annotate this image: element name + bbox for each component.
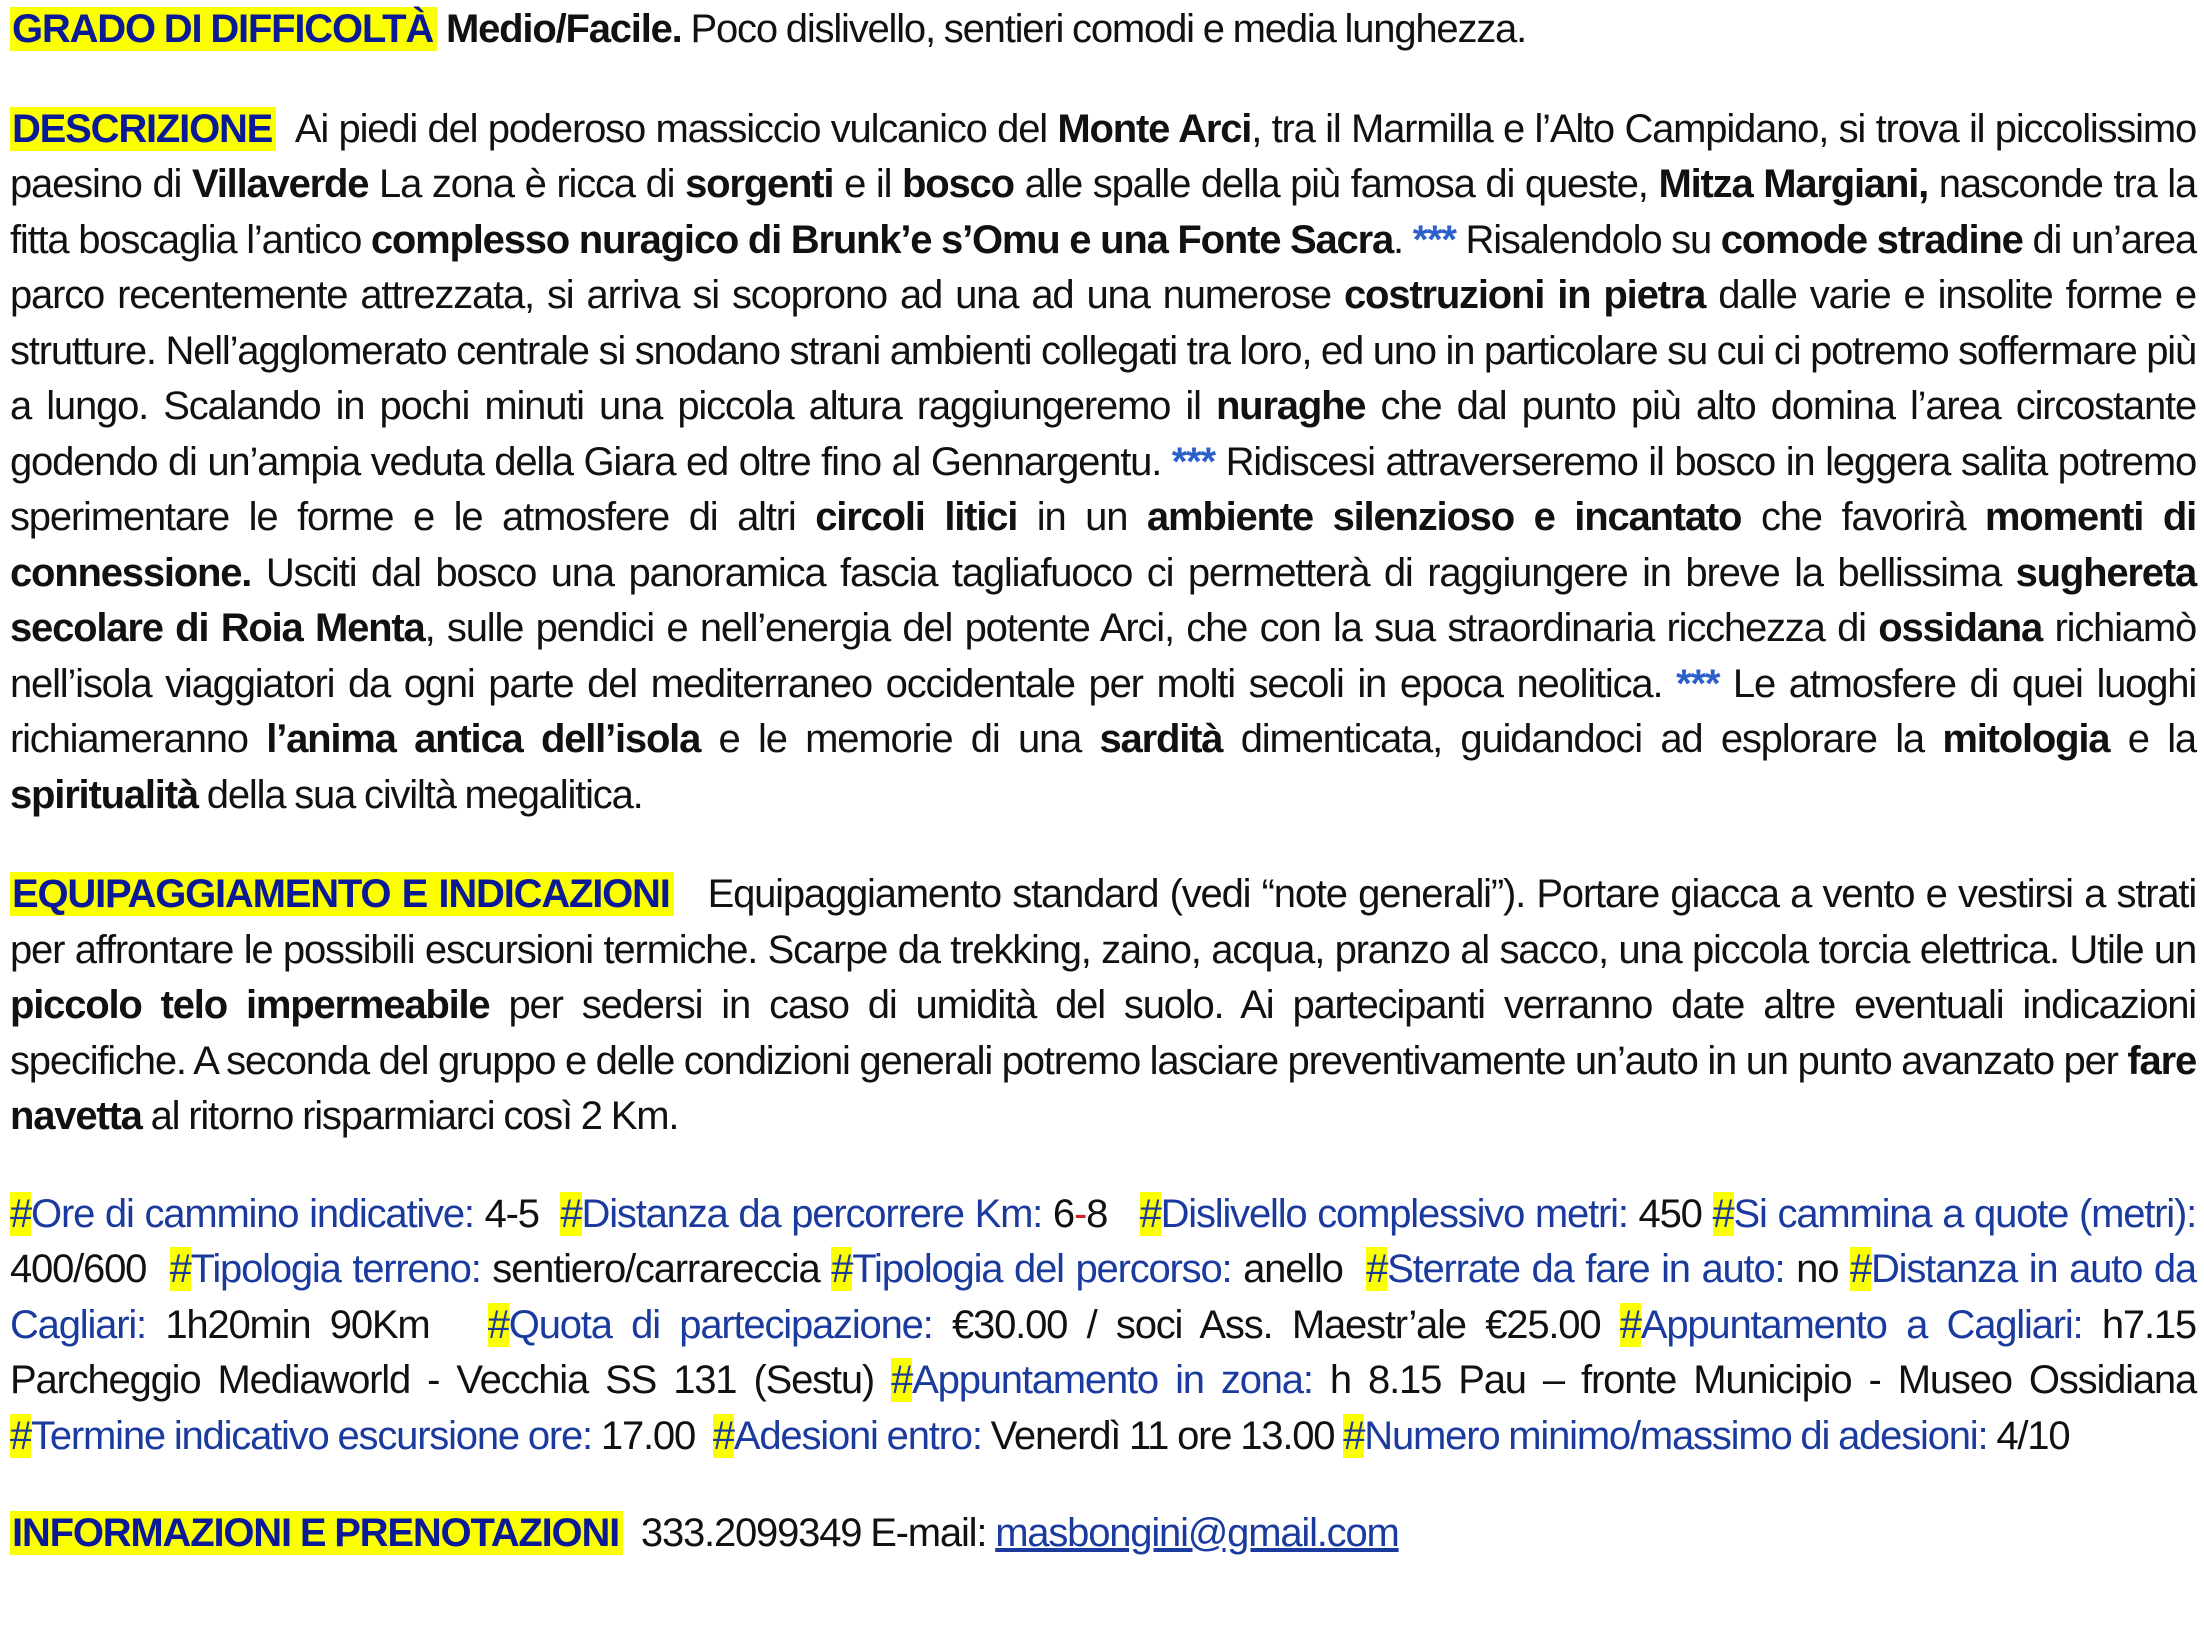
- description-text: , tra il Marmilla e l’Alto Campidano, si trova il piccolissimo paesino di: [10, 106, 2197, 206]
- description-bold: ossidana: [1878, 606, 2043, 650]
- description-text: della sua civiltà megalitica.: [197, 772, 643, 817]
- description-text: e la: [2109, 717, 2196, 761]
- detail-value: 8: [1086, 1191, 1108, 1236]
- description-bold: l’anima antica dell’isola: [266, 717, 701, 761]
- description-bold: sorgenti: [685, 162, 834, 206]
- detail-value: h7.15 Parcheggio Mediaworld - Vecchia SS 131 (Sestu): [10, 1302, 2196, 1402]
- description-heading: DESCRIZIONE: [10, 107, 276, 151]
- details-paragraph: [10, 1187, 2196, 1465]
- hash-marker: #: [1849, 1247, 1871, 1291]
- description-text: nasconde tra la fitta boscaglia l’antico: [10, 162, 2196, 262]
- difficulty-heading: GRADO DI DIFFICOLTÀ: [10, 7, 437, 51]
- detail-label: Tipologia terreno:: [190, 1247, 481, 1291]
- description-bold: Monte Arci: [1057, 106, 1252, 151]
- description-text: La zona è ricca di: [368, 162, 686, 206]
- detail-value: 4/10: [1996, 1413, 2070, 1458]
- email-label: E-mail:: [870, 1511, 987, 1555]
- description-bold: Mitza Margiani,: [1658, 162, 1929, 206]
- detail-label: Distanza in auto da Cagliari:: [10, 1247, 2196, 1347]
- hash-marker: #: [10, 1191, 32, 1236]
- description-bold: Villaverde: [191, 162, 369, 206]
- hash-marker: #: [1366, 1247, 1388, 1291]
- description-text: in un: [1017, 495, 1147, 539]
- detail-label: Appuntamento a Cagliari:: [1640, 1302, 2083, 1347]
- description-text: alle spalle della più famosa di queste,: [1013, 162, 1659, 206]
- difficulty-paragraph: [10, 2, 2196, 58]
- description-bold: bosco: [902, 162, 1014, 206]
- hash-marker: #: [712, 1413, 734, 1458]
- description-text: Risalendolo su: [1455, 217, 1721, 262]
- description-bold: mitologia: [1942, 717, 2110, 761]
- equipment-heading: EQUIPAGGIAMENTO E INDICAZIONI: [10, 872, 674, 916]
- equipment-text: al ritorno risparmiarci così 2 Km.: [141, 1094, 679, 1138]
- detail-value: 1h20min 90Km: [165, 1302, 430, 1347]
- detail-separator: -: [1073, 1191, 1087, 1236]
- detail-label: Quota di partecipazione:: [508, 1302, 933, 1347]
- section-separator: ***: [1412, 217, 1456, 262]
- description-text: Le atmosfere di quei luoghi richiameranno: [10, 661, 2197, 761]
- detail-value: 17.00: [600, 1413, 696, 1458]
- hash-marker: #: [831, 1247, 853, 1291]
- description-text: Usciti dal bosco una panoramica fascia tagliafuoco ci permetterà di raggiungere in breve la bellissima: [251, 550, 2016, 595]
- description-text: Ai piedi del poderoso massiccio vulcanico del: [294, 106, 1058, 151]
- section-separator: ***: [1676, 661, 1720, 706]
- phone-number: 333.2099349: [640, 1511, 862, 1555]
- description-text: dimenticata, guidandoci ad esplorare la: [1222, 717, 1943, 761]
- hash-marker: #: [10, 1413, 32, 1458]
- description-bold: spiritualità: [10, 772, 198, 817]
- spacer: [10, 1145, 2196, 1187]
- description-paragraph: [10, 102, 2196, 824]
- info-paragraph: [10, 1506, 2196, 1562]
- spacer: [10, 1464, 2196, 1506]
- detail-value: h 8.15 Pau – fronte Municipio - Museo Ossidiana: [1329, 1358, 2196, 1402]
- detail-value: 6: [1052, 1191, 1074, 1236]
- detail-label: Si cammina a quote (metri):: [1733, 1191, 2196, 1236]
- equipment-paragraph: [10, 867, 2196, 1145]
- description-text: dalle varie e insolite forme e strutture. Nell’agglomerato centrale si snodano strani ambienti collegati tra loro, ed uno in particolare su cui ci potremo soffermare più a lungo. Scalando in pochi minuti una piccola altura raggiungeremo il: [10, 273, 2196, 428]
- description-bold: momenti di connessione.: [10, 495, 2196, 595]
- email-link[interactable]: masbongini@gmail.com: [995, 1511, 1399, 1555]
- hash-marker: #: [487, 1302, 509, 1347]
- detail-value: no: [1796, 1247, 1839, 1291]
- spacer: [10, 823, 2196, 867]
- equipment-bold: fare navetta: [10, 1038, 2196, 1138]
- description-text: , sulle pendici e nell’energia del potente Arci, che con la sua straordinaria ricchezza di: [424, 606, 1879, 650]
- detail-label: Numero minimo/massimo di adesioni:: [1364, 1413, 1988, 1458]
- description-text: di un’area parco recentemente attrezzata, si arriva si scoprono ad una ad una numerose: [10, 217, 2196, 317]
- difficulty-text: Poco dislivello, sentieri comodi e media lunghezza.: [690, 7, 1527, 51]
- detail-value: 4-5: [484, 1191, 539, 1236]
- description-bold: sardità: [1099, 717, 1223, 761]
- hash-marker: #: [169, 1247, 191, 1291]
- detail-value: €30.00 / soci Ass. Maestr’ale €25.00: [952, 1302, 1601, 1347]
- detail-label: Dislivello complessivo metri:: [1160, 1191, 1628, 1236]
- detail-label: Tipologia del percorso:: [852, 1247, 1232, 1291]
- detail-value: Venerdì 11 ore 13.00: [990, 1413, 1335, 1458]
- description-bold: nuraghe: [1215, 384, 1366, 428]
- hash-marker: #: [1139, 1191, 1161, 1236]
- description-text: che favorirà: [1741, 495, 1985, 539]
- hash-marker: #: [891, 1358, 913, 1402]
- description-bold: complesso nuragico di Brunk’e s’Omu e una Fonte Sacra: [370, 217, 1393, 262]
- detail-label: Ore di cammino indicative:: [31, 1191, 474, 1236]
- equipment-text: Equipaggiamento standard (vedi “note generali”). Portare giacca a vento e vestirsi a strati per affrontare le possibili escursioni termiche. Scarpe da trekking, zaino, acqua, pranzo al sacco, una piccola torcia elettrica. Utile un: [10, 872, 2197, 972]
- hash-marker: #: [1619, 1302, 1641, 1347]
- description-bold: sughereta secolare di Roia Menta: [10, 550, 2196, 650]
- description-bold: ambiente silenzioso e incantato: [1146, 495, 1742, 539]
- detail-label: Appuntamento in zona:: [912, 1358, 1313, 1402]
- hash-marker: #: [560, 1191, 582, 1236]
- detail-label: Sterrate da fare in auto:: [1387, 1247, 1785, 1291]
- detail-value: 400/600: [10, 1247, 147, 1291]
- hash-marker: #: [1343, 1413, 1365, 1458]
- description-bold: comode stradine: [1720, 217, 2023, 262]
- detail-value: sentiero/carrareccia: [492, 1247, 820, 1291]
- hash-marker: #: [1712, 1191, 1734, 1236]
- detail-value: anello: [1243, 1247, 1343, 1291]
- description-bold: circoli litici: [815, 495, 1018, 539]
- description-text: richiamò nell’isola viaggiatori da ogni parte del mediterraneo occidentale per molti secoli in epoca neolitica.: [10, 606, 2196, 706]
- detail-label: Adesioni entro:: [733, 1413, 982, 1458]
- description-bold: costruzioni in pietra: [1344, 273, 1706, 317]
- description-text: e le memorie di una: [700, 717, 1100, 761]
- section-separator: ***: [1171, 439, 1215, 484]
- spacer: [10, 58, 2196, 102]
- equipment-text: per sedersi in caso di umidità del suolo. Ai partecipanti verranno date altre eventuali indicazioni specifiche. A seconda del gruppo e delle condizioni generali potremo lasciare preventivamente un’auto in un punto avanzato per: [10, 983, 2196, 1083]
- difficulty-level: Medio/Facile.: [446, 7, 682, 51]
- detail-label: Termine indicativo escursione ore:: [31, 1413, 592, 1458]
- description-text: che dal punto più alto domina l’area circostante godendo di un’ampia veduta della Giara ed oltre fino al Gennargentu.: [10, 384, 2196, 484]
- info-heading: INFORMAZIONI E PRENOTAZIONI: [10, 1511, 623, 1555]
- equipment-bold: piccolo telo impermeabile: [10, 983, 490, 1027]
- description-text: .: [1393, 217, 1413, 262]
- description-text: e il: [833, 162, 903, 206]
- detail-value: 450: [1638, 1191, 1702, 1236]
- detail-label: Distanza da percorrere Km:: [581, 1191, 1043, 1236]
- description-text: Ridiscesi attraverseremo il bosco in leggera salita potremo sperimentare le forme e le atmosfere di altri: [10, 439, 2196, 539]
